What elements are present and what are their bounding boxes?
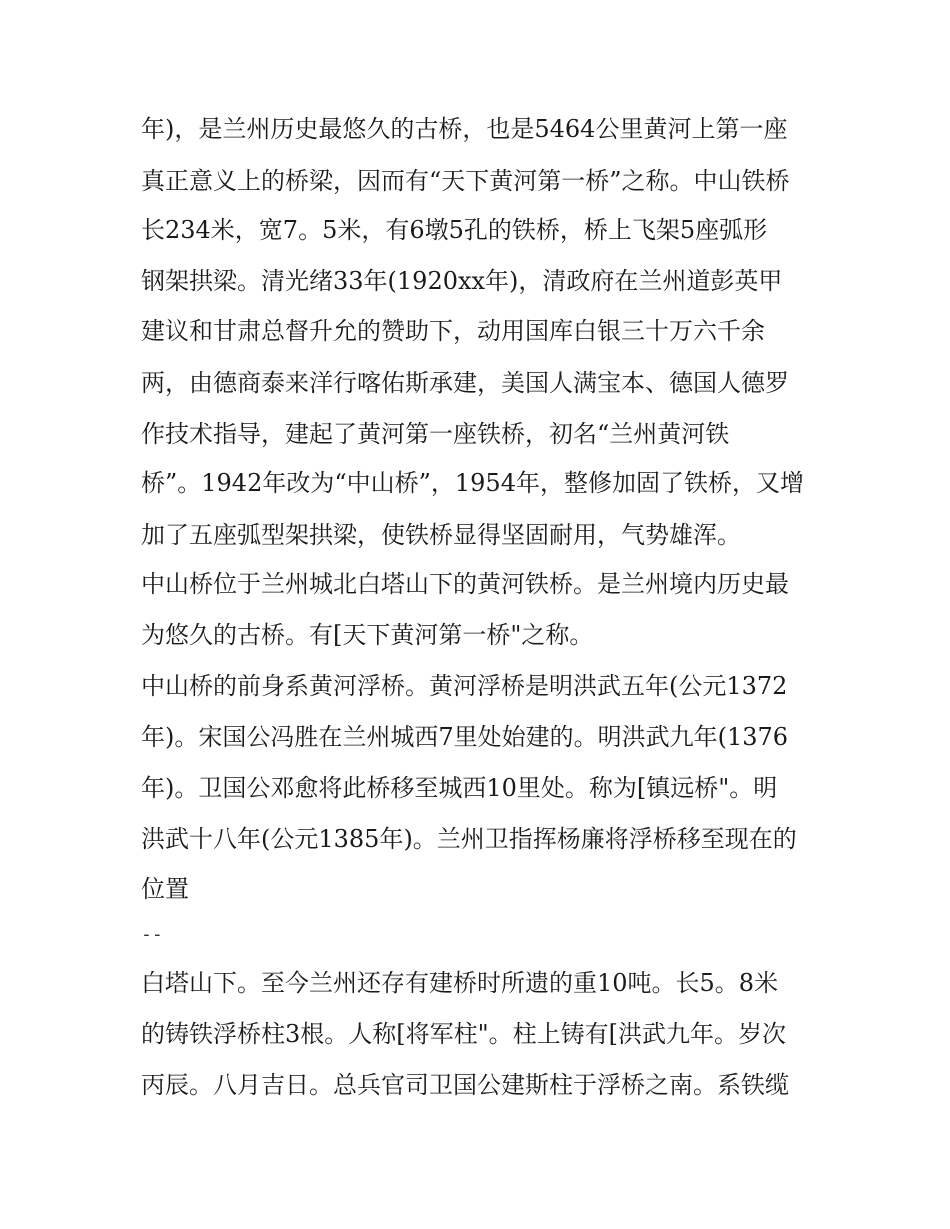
text-line: 建议和甘肃总督升允的赞助下，动用国库白银三十万六千余 bbox=[141, 317, 765, 345]
text-line: 两，由德商泰来洋行喀佑斯承建，美国人满宝本、德国人德罗 bbox=[141, 369, 789, 397]
text-line: 年)。卫国公邓愈将此桥移至城西10里处。称为[镇远桥"。明 bbox=[141, 774, 778, 802]
text-line: 真正意义上的桥梁，因而有“天下黄河第一桥”之称。中山铁桥 bbox=[141, 167, 790, 195]
text-line: 丙辰。八月吉日。总兵官司卫国公建斯柱于浮桥之南。系铁缆 bbox=[141, 1071, 789, 1099]
text-line: 长234米，宽7。5米，有6墩5孔的铁桥，桥上飞架5座弧形 bbox=[141, 216, 768, 244]
text-line: 位置 bbox=[141, 875, 189, 903]
text-line: 为悠久的古桥。有[天下黄河第一桥"之称。 bbox=[141, 621, 594, 649]
page-separator: -- bbox=[141, 924, 163, 945]
text-line: 桥”。1942年改为“中山桥”，1954年，整修加固了铁桥，又增 bbox=[141, 469, 804, 497]
text-line: 白塔山下。至今兰州还存有建桥时所遗的重10吨。长5。8米 bbox=[141, 969, 779, 997]
text-line: 年)。宋国公冯胜在兰州城西7里处始建的。明洪武九年(1376 bbox=[141, 723, 789, 751]
text-line: 钢架拱梁。清光绪33年(1920xx年)，清政府在兰州道彭英甲 bbox=[141, 267, 783, 295]
text-line: 加了五座弧型架拱梁，使铁桥显得坚固耐用，气势雄浑。 bbox=[141, 521, 741, 549]
text-line: 中山桥的前身系黄河浮桥。黄河浮桥是明洪武五年(公元1372 bbox=[141, 672, 788, 700]
text-line: 的铸铁浮桥柱3根。人称[将军柱"。柱上铸有[洪武九年。岁次 bbox=[141, 1020, 787, 1048]
text-line: 中山桥位于兰州城北白塔山下的黄河铁桥。是兰州境内历史最 bbox=[141, 570, 789, 598]
text-line: 作技术指导，建起了黄河第一座铁桥，初名“兰州黄河铁 bbox=[141, 420, 730, 448]
text-line: 洪武十八年(公元1385年)。兰州卫指挥杨廉将浮桥移至现在的 bbox=[141, 825, 797, 853]
text-line: 年)，是兰州历史最悠久的古桥，也是5464公里黄河上第一座 bbox=[141, 115, 788, 143]
